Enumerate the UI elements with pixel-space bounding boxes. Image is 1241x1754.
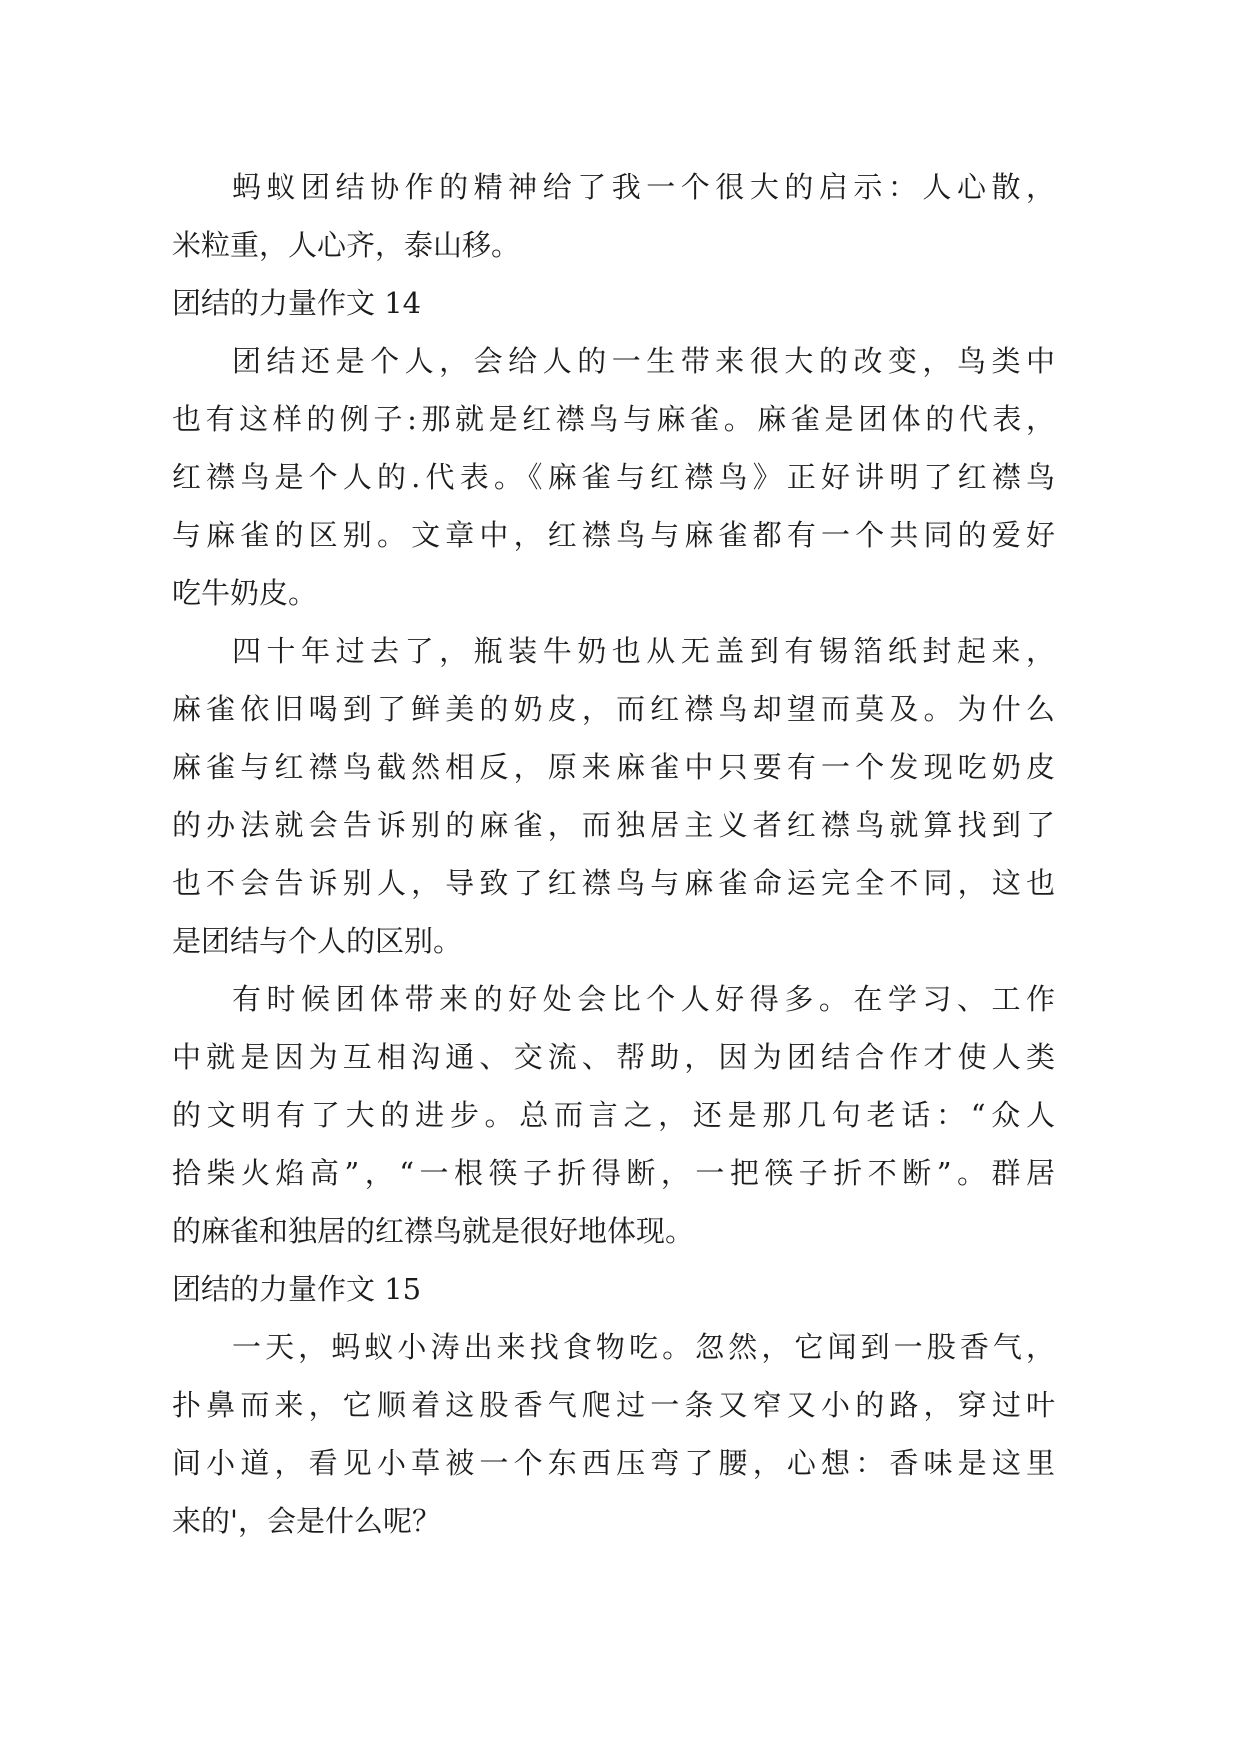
paragraph-line: 四十年过去了，瓶装牛奶也从无盖到有锡箔纸封起来， [232,634,1055,668]
paragraph-line: 是团结与个人的区别。 [172,924,463,958]
document-body [172,158,1055,1550]
paragraph-line: 拾柴火焰高”，“一根筷子折得断，一把筷子折不断”。群居 [172,1156,1055,1190]
paragraph-line: 有时候团体带来的好处会比个人好得多。在学习、工作 [232,982,1055,1016]
paragraph-line: 也有这样的例子:那就是红襟鸟与麻雀。麻雀是团体的代表， [172,402,1055,436]
essay-14-paragraph-2 [172,622,1055,970]
paragraph-line: 的文明有了大的进步。总而言之，还是那几句老话：“众人 [172,1098,1055,1132]
paragraph-line: 麻雀与红襟鸟截然相反，原来麻雀中只要有一个发现吃奶皮 [172,750,1055,784]
paragraph-line: 米粒重，人心齐，泰山移。 [172,228,521,262]
paragraph-intro [172,158,1055,274]
paragraph-line: 间小道，看见小草被一个东西压弯了腰，心想：香味是这里 [172,1446,1055,1480]
paragraph-line: 一天，蚂蚁小涛出来找食物吃。忽然，它闻到一股香气， [232,1330,1055,1364]
essay-14-paragraph-3 [172,970,1055,1260]
paragraph-line: 与麻雀的区别。文章中，红襟鸟与麻雀都有一个共同的爱好 [172,518,1055,552]
essay-heading-15: 团结的力量作文 15 [172,1272,422,1306]
paragraph-line: 团结还是个人，会给人的一生带来很大的改变，鸟类中 [232,344,1055,378]
paragraph-line: 来的'，会是什么呢？ [172,1504,441,1538]
paragraph-line: 吃牛奶皮。 [172,576,318,610]
paragraph-line: 的麻雀和独居的红襟鸟就是很好地体现。 [172,1214,695,1248]
essay-heading-14: 团结的力量作文 14 [172,286,422,320]
paragraph-line: 也不会告诉别人，导致了红襟鸟与麻雀命运完全不同，这也 [172,866,1055,900]
paragraph-line: 麻雀依旧喝到了鲜美的奶皮，而红襟鸟却望而莫及。为什么 [172,692,1055,726]
paragraph-line: 的办法就会告诉别的麻雀，而独居主义者红襟鸟就算找到了 [172,808,1055,842]
paragraph-line: 蚂蚁团结协作的精神给了我一个很大的启示：人心散， [232,170,1055,204]
paragraph-line: 中就是因为互相沟通、交流、帮助，因为团结合作才使人类 [172,1040,1055,1074]
essay-15-paragraph-1 [172,1318,1055,1550]
paragraph-line: 红襟鸟是个人的.代表。《麻雀与红襟鸟》正好讲明了红襟鸟 [172,460,1055,494]
paragraph-line: 扑鼻而来，它顺着这股香气爬过一条又窄又小的路，穿过叶 [172,1388,1055,1422]
essay-14-paragraph-1 [172,332,1055,622]
